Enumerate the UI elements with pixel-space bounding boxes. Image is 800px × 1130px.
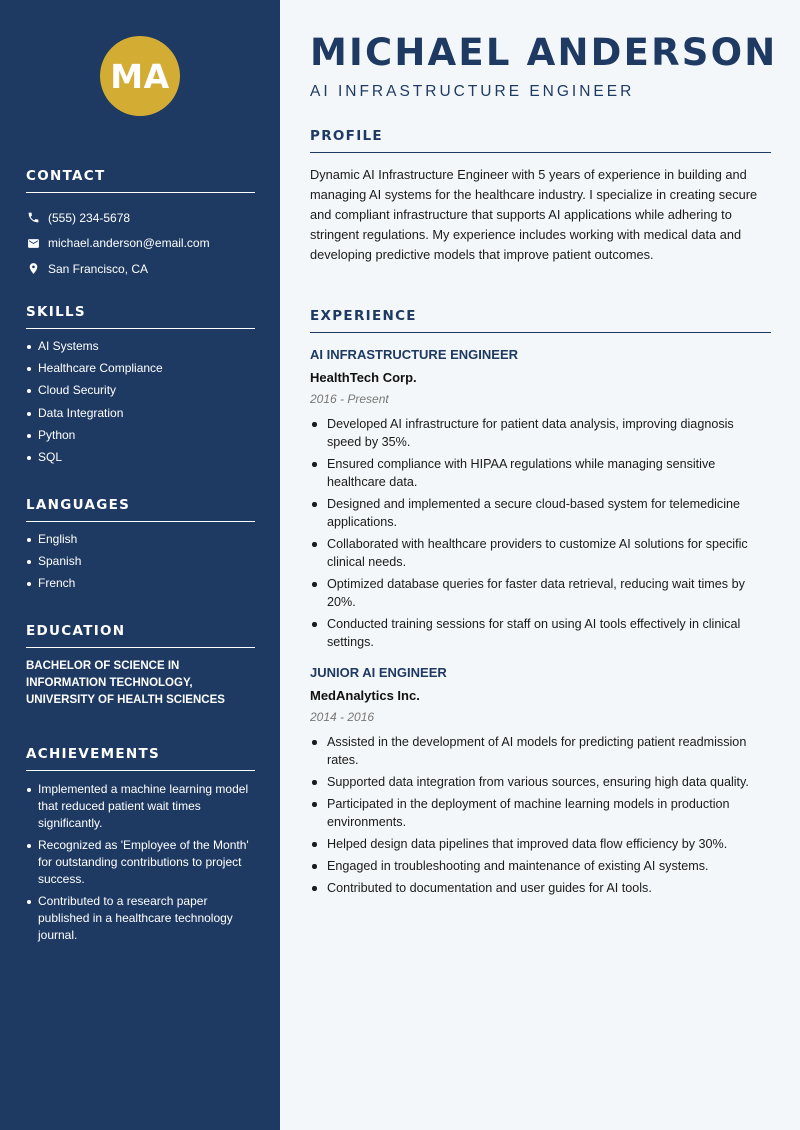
job-role: JUNIOR AI ENGINEER: [310, 665, 447, 680]
phone-icon: [26, 211, 40, 225]
achievement-item: Contributed to a research paper published in a healthcare technology journal.: [26, 893, 255, 944]
contact-location-text: San Francisco, CA: [48, 261, 149, 276]
contact-location: [26, 256, 255, 282]
languages-list: [26, 532, 255, 591]
job-bullet: Supported data integration from various sources, ensuring high data quality.: [310, 773, 771, 791]
job-entry: [310, 665, 771, 897]
job-dates: 2016 - Present: [310, 392, 389, 406]
job-bullet: Optimized database queries for faster data retrieval, reducing wait times by 20%.: [310, 575, 771, 611]
achievement-item: Recognized as 'Employee of the Month' for outstanding contributions to project success.: [26, 837, 255, 888]
contact-list: [26, 205, 255, 282]
skill-item: Data Integration: [26, 406, 255, 421]
experience-title: EXPERIENCE: [310, 308, 771, 333]
candidate-name: MICHAEL ANDERSON: [310, 31, 778, 74]
candidate-title: AI INFRASTRUCTURE ENGINEER: [310, 83, 635, 100]
job-bullet: Participated in the deployment of machine learning models in production environments.: [310, 795, 771, 831]
education-section: [26, 623, 255, 709]
education-title: EDUCATION: [26, 623, 255, 648]
skill-item: Healthcare Compliance: [26, 361, 255, 376]
job-bullet: Engaged in troubleshooting and maintenance of existing AI systems.: [310, 857, 771, 875]
job-entry: [310, 347, 771, 651]
job-bullet: Conducted training sessions for staff on using AI tools effectively in clinical settings.: [310, 615, 771, 651]
map-pin-icon: [26, 262, 40, 276]
contact-email: [26, 231, 255, 257]
mail-icon: [26, 236, 40, 250]
languages-section: [26, 497, 255, 599]
avatar: [100, 36, 180, 116]
education-degree: BACHELOR OF SCIENCE IN INFORMATION TECHNOLOGY, UNIVERSITY OF HEALTH SCIENCES: [26, 660, 225, 706]
skill-item: Python: [26, 428, 255, 443]
contact-section: [26, 168, 255, 282]
achievements-section: [26, 746, 255, 949]
job-role: AI INFRASTRUCTURE ENGINEER: [310, 347, 519, 362]
contact-title: CONTACT: [26, 168, 255, 193]
contact-phone: [26, 205, 255, 231]
skills-list: [26, 339, 255, 465]
job-bullet: Ensured compliance with HIPAA regulations while managing sensitive healthcare data.: [310, 455, 771, 491]
skill-item: SQL: [26, 450, 255, 465]
sidebar: [0, 0, 280, 1130]
contact-email-text: michael.anderson@email.com: [48, 236, 210, 251]
languages-title: LANGUAGES: [26, 497, 255, 522]
main-content: [310, 0, 778, 1130]
language-item: English: [26, 532, 255, 547]
job-bullet: Assisted in the development of AI models for predicting patient readmission rates.: [310, 733, 771, 769]
skill-item: Cloud Security: [26, 383, 255, 398]
job-bullet: Helped design data pipelines that improved data flow efficiency by 30%.: [310, 835, 771, 853]
avatar-initials: MA: [110, 56, 170, 96]
job-bullet: Designed and implemented a secure cloud-based system for telemedicine applications.: [310, 495, 771, 531]
job-bullet: Contributed to documentation and user guides for AI tools.: [310, 879, 771, 897]
skills-title: SKILLS: [26, 304, 255, 329]
language-item: French: [26, 576, 255, 591]
profile-title: PROFILE: [310, 128, 771, 153]
job-bullet: Collaborated with healthcare providers to customize AI solutions for specific clinical needs.: [310, 535, 771, 571]
job-bullet: Developed AI infrastructure for patient data analysis, improving diagnosis speed by 35%.: [310, 415, 771, 451]
profile-section: [310, 128, 771, 265]
contact-phone-text: (555) 234-5678: [48, 210, 131, 225]
experience-section: [310, 308, 771, 901]
job-bullets: [310, 415, 771, 651]
language-item: Spanish: [26, 554, 255, 569]
achievement-item: Implemented a machine learning model that reduced patient wait times significantly.: [26, 781, 255, 832]
job-dates: 2014 - 2016: [310, 710, 375, 724]
job-bullets: [310, 733, 771, 897]
profile-text: Dynamic AI Infrastructure Engineer with 5 years of experience in building and managing AI systems for the healthcare industry. I specialize in creating secure and compliant infrastructure that supports AI applications while adhering to stringent regulations. My experience includes working with medical data and developing predictive models that improve patient outcomes.: [310, 167, 758, 262]
skills-section: [26, 304, 255, 472]
job-company: MedAnalytics Inc.: [310, 688, 420, 703]
skill-item: AI Systems: [26, 339, 255, 354]
job-company: HealthTech Corp.: [310, 370, 417, 385]
achievements-title: ACHIEVEMENTS: [26, 746, 255, 771]
achievements-list: [26, 781, 255, 944]
